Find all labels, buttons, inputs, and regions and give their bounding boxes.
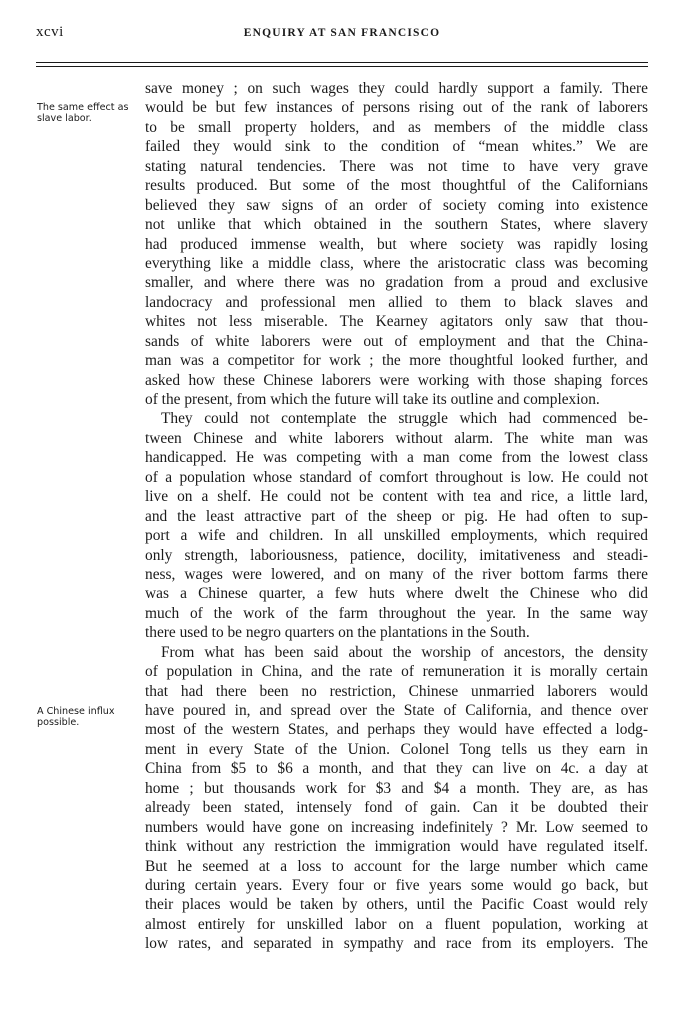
text-line: whites not less miserable. The Kearney agitators only saw that thou- [145,313,648,331]
text-line: and the least attractive part of the sheep or pig. He had often to sup- [145,507,648,525]
text-line: was a Chinese quarter, a few huts where dwelt the Chinese who did [145,585,648,603]
text-line: live on a shelf. He could not be content with tea and rice, a little lard, [145,488,648,506]
text-line: results produced. But some of the most thoughtful of the Californians [145,177,648,195]
text-line: of a population whose standard of comfort throughout is low. He could not [145,468,648,486]
text-line: sands of white laborers were out of employment and that the China- [145,332,648,350]
text-line: But he seemed at a loss to account for the large number which came [145,857,648,875]
text-line: port a wife and children. In all unskilled employments, which required [145,527,648,545]
text-line: tween Chinese and white laborers without alarm. The white man was [145,429,648,447]
text-line: landocracy and professional men allied to them to black slaves and [145,293,648,311]
text-line: They could not contemplate the struggle which had commenced be- [161,410,648,428]
text-line: everything like a middle class, where the aristocratic class was becoming [145,254,648,272]
running-title: ENQUIRY AT SAN FRANCISCO [243,27,441,39]
text-line: to be small property holders, and as members of the middle class [145,118,648,136]
text-line: of population in China, and the rate of remuneration it is morally certain [145,663,648,681]
text-line: not unlike that which obtained in the southern States, where slavery [145,216,648,234]
text-line: had produced immense wealth, but where society was rapidly losing [145,235,648,253]
text-line: ness, wages were lowered, and on many of the river bottom farms there [145,565,648,583]
text-line: almost entirely for unskilled labor on a fluent population, working at [145,915,648,933]
sidenote-slave-labor: The same effect as slave labor. [37,102,129,124]
text-line: that had there been no restriction, Chinese unmarried laborers would [145,682,648,700]
text-line: low rates, and separated in sympathy and race from its employers. The [145,935,648,953]
text-line: of the present, from which the future will take its outline and complexion. [145,391,600,408]
text-line: From what has been said about the worship of ancestors, the density [161,643,648,661]
text-line: man was a competitor for work ; the more thoughtful looked further, and [145,352,648,370]
text-line: much of the work of the farm throughout the year. In the same way [145,604,648,622]
text-line: believed they saw signs of an order of society coming into existence [145,196,648,214]
text-line: during certain years. Every four or five years some would go back, but [145,876,648,894]
text-line: numbers would have gone on increasing indefinitely ? Mr. Low seemed to [145,818,648,836]
text-line: save money ; on such wages they could hardly support a family. There [145,80,648,97]
page-number: xcvi [36,24,64,40]
text-line: only strength, laboriousness, patience, docility, imitativeness and steadi- [145,546,648,564]
text-line: have poured in, and spread over the State of California, and thence over [145,702,648,719]
text-line: asked how these Chinese laborers were working with those shaping forces [145,371,648,389]
text-line: there used to be negro quarters on the plantations in the South. [145,624,530,642]
text-line: stating natural tendencies. There was not time to have very grave [145,157,648,175]
text-line: would be but few instances of persons rising out of the rank of laborers [145,99,648,117]
text-line: already been stated, intensely fond of gain. Can it be doubted their [145,799,648,817]
text-line: think without any restriction the immigration would have regulated itself. [145,838,648,856]
text-line: handicapped. He was competing with a man come from the lowest class [145,449,648,467]
text-line: failed they would sink to the condition of “mean whites.” We are [145,138,648,156]
sidenote-chinese-influx: A Chinese influx possible. [37,706,115,728]
text-line: smaller, and where there was no gradation from a proud and exclusive [145,274,648,292]
text-line: home ; but thousands work for $3 and $4 a month. They are, as has [145,779,648,797]
body-text [145,79,648,954]
header-rule [36,62,648,63]
text-line: their places would be taken by others, until the Pacific Coast would rely [145,896,648,914]
header-rule-thick [36,66,648,67]
text-line: China from $5 to $6 a month, and that they can live on 4c. a day at [145,760,648,778]
text-line: ment in every State of the Union. Colonel Tong tells us they earn in [145,740,648,758]
text-line: most of the western States, and perhaps they would have effected a lodg- [145,721,648,739]
